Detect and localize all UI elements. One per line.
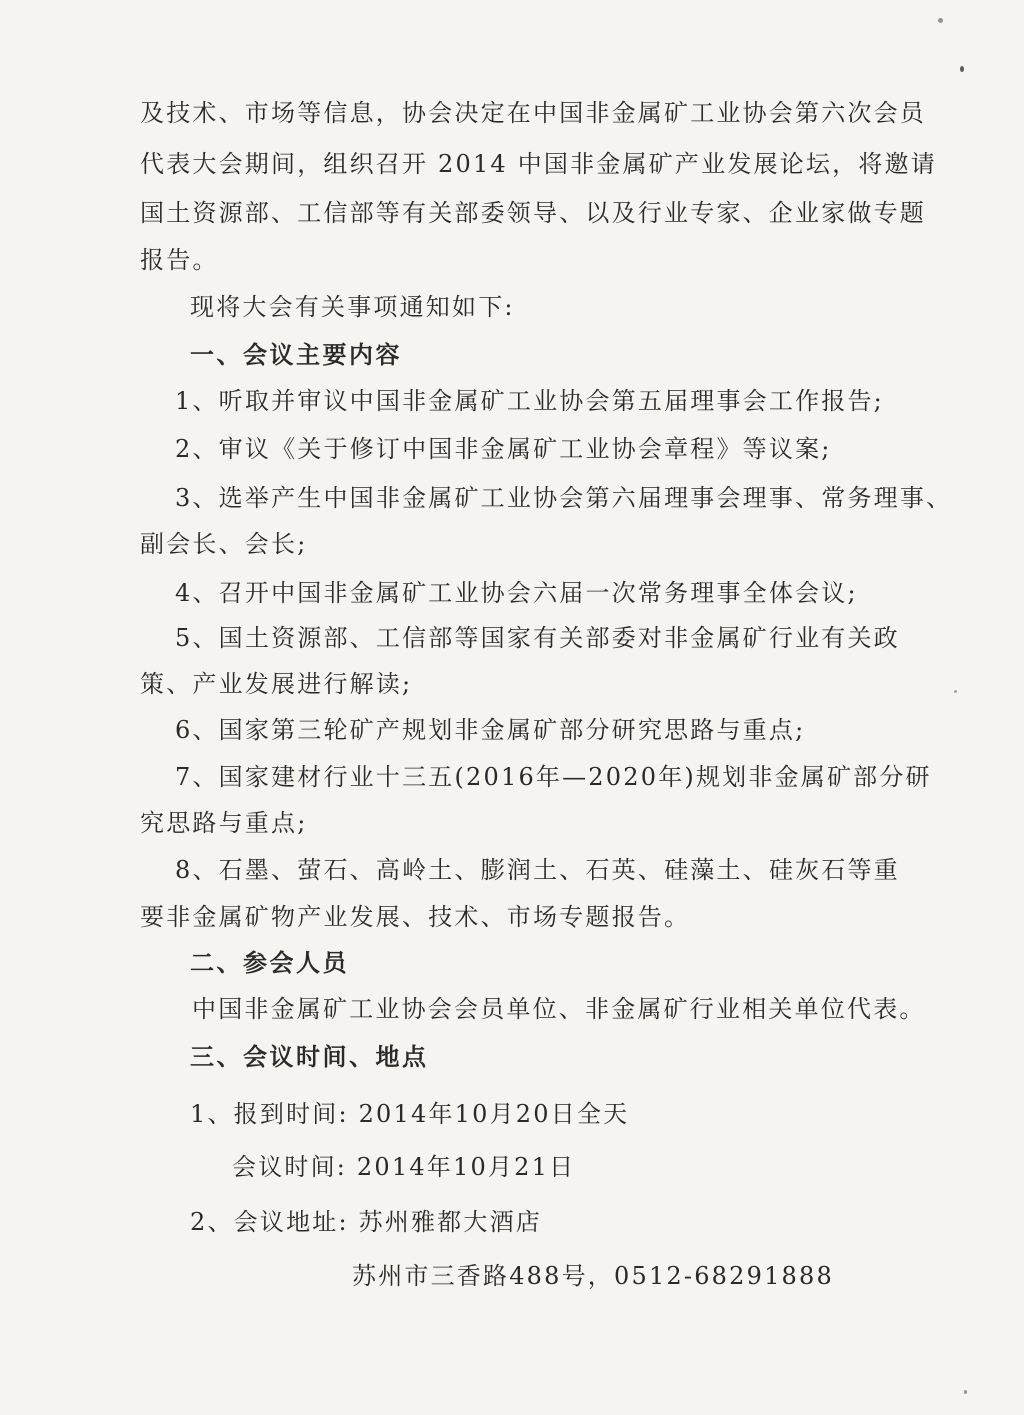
meeting-address-line: 2、会议地址: 苏州雅都大酒店 [190, 1208, 542, 1236]
list-item: 8、石墨、萤石、高岭土、膨润土、石英、硅藻土、硅灰石等重 [175, 856, 900, 884]
address-contact-line: 苏州市三香路488号，0512-68291888 [352, 1262, 834, 1290]
scan-speck [954, 690, 957, 693]
list-item: 5、国土资源部、工信部等国家有关部委对非金属矿行业有关政 [175, 624, 900, 652]
section-heading-time-place: 三、会议时间、地点 [190, 1042, 429, 1071]
paragraph-line: 代表大会期间，组织召开 2014 中国非金属矿产业发展论坛，将邀请 [140, 150, 937, 178]
scan-speck [960, 66, 964, 72]
meeting-time-line: 会议时间: 2014年10月21日 [232, 1153, 576, 1181]
list-item: 6、国家第三轮矿产规划非金属矿部分研究思路与重点; [175, 716, 806, 744]
list-item: 4、召开中国非金属矿工业协会六届一次常务理事全体会议; [175, 579, 858, 607]
scan-speck [938, 18, 943, 23]
paragraph-line: 及技术、市场等信息，协会决定在中国非金属矿工业协会第六次会员 [140, 99, 926, 127]
section-heading-content: 一、会议主要内容 [190, 340, 402, 369]
list-item: 1、听取并审议中国非金属矿工业协会第五届理事会工作报告; [175, 387, 884, 415]
checkin-time-line: 1、报到时间: 2014年10月20日全天 [190, 1100, 630, 1128]
list-item-continuation: 策、产业发展进行解读; [140, 670, 413, 698]
notice-line: 现将大会有关事项通知如下: [190, 293, 515, 321]
list-item: 2、审议《关于修订中国非金属矿工业协会章程》等议案; [175, 435, 832, 463]
section-heading-attendees: 二、参会人员 [190, 948, 349, 977]
list-item-continuation: 究思路与重点; [140, 809, 308, 837]
list-item-continuation: 副会长、会长; [140, 530, 308, 558]
paragraph-line: 中国非金属矿工业协会会员单位、非金属矿行业相关单位代表。 [192, 995, 926, 1023]
paragraph-line: 报告。 [140, 246, 219, 274]
list-item: 3、选举产生中国非金属矿工业协会第六届理事会理事、常务理事、 [175, 484, 953, 512]
list-item: 7、国家建材行业十三五(2016年—2020年)规划非金属矿部分研 [175, 763, 932, 791]
list-item-continuation: 要非金属矿物产业发展、技术、市场专题报告。 [140, 903, 691, 931]
scan-speck [964, 1390, 967, 1394]
paragraph-line: 国土资源部、工信部等有关部委领导、以及行业专家、企业家做专题 [140, 199, 926, 227]
